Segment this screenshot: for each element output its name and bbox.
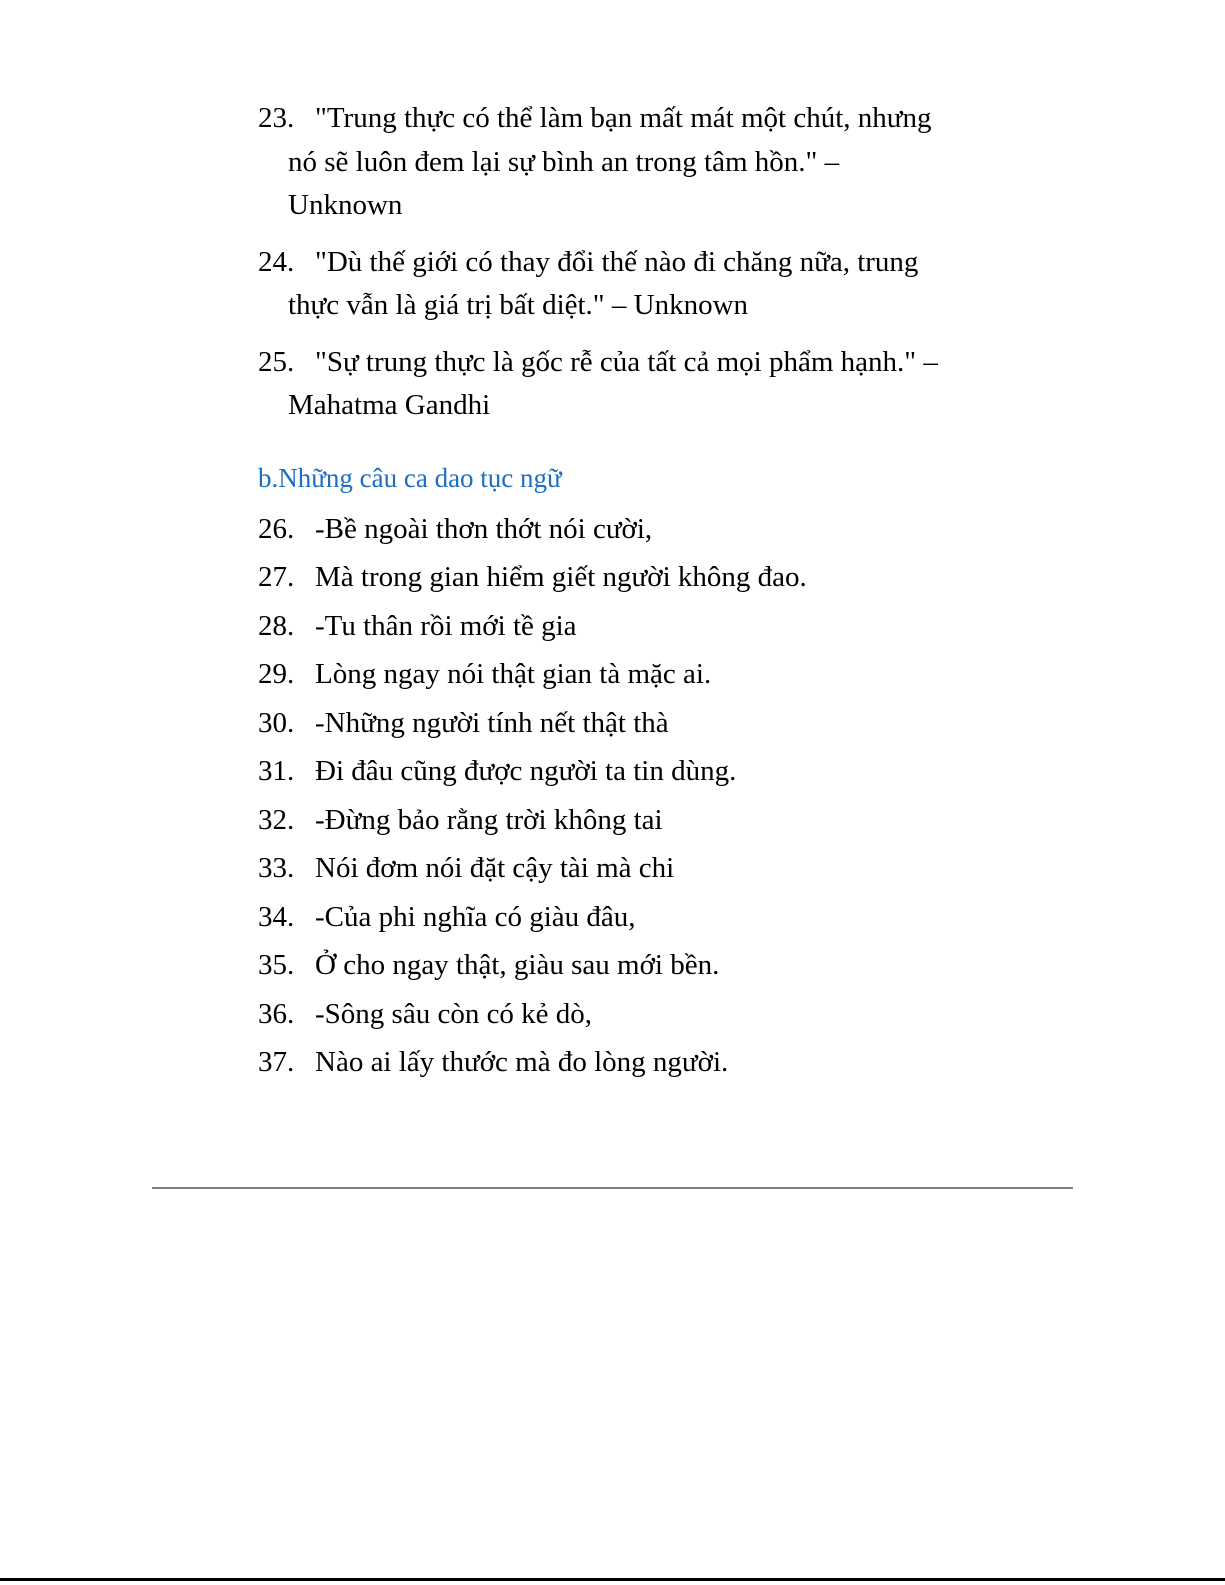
item-number: 32. xyxy=(258,803,295,836)
item-line: -Bề ngoài thơn thớt nói cười, xyxy=(315,512,653,545)
quotes-list xyxy=(258,97,970,428)
list-item xyxy=(258,847,970,891)
list-item xyxy=(258,799,970,843)
item-number: 25. xyxy=(258,345,295,378)
item-number: 24. xyxy=(258,245,295,278)
list-item xyxy=(258,556,970,600)
item-line: Nói đơm nói đặt cậy tài mà chi xyxy=(315,852,675,884)
item-number: 37. xyxy=(258,1046,295,1078)
document-content xyxy=(258,97,970,1090)
item-line: -Đừng bảo rằng trời không tai xyxy=(315,803,663,836)
item-number: 34. xyxy=(258,900,295,933)
list-item xyxy=(258,97,970,228)
item-line: nó sẽ luôn đem lại sự bình an trong tâm hồn." – xyxy=(288,145,840,178)
item-line: -Của phi nghĩa có giàu đâu, xyxy=(315,900,636,933)
item-number: 28. xyxy=(258,609,295,642)
list-item xyxy=(258,896,970,940)
item-line: Mà trong gian hiểm giết người không đao. xyxy=(315,561,807,593)
item-line: -Sông sâu còn có kẻ dò, xyxy=(315,997,593,1030)
item-line: Nào ai lấy thước mà đo lòng người. xyxy=(315,1046,729,1078)
item-line: thực vẫn là giá trị bất diệt." – Unknown xyxy=(288,289,749,321)
item-line: Lòng ngay nói thật gian tà mặc ai. xyxy=(315,658,712,690)
list-item xyxy=(258,653,970,697)
item-line: "Sự trung thực là gốc rễ của tất cả mọi phẩm hạnh." – xyxy=(315,345,938,378)
item-line: -Những người tính nết thật thà xyxy=(315,706,669,739)
item-line: "Dù thế giới có thay đổi thế nào đi chăng nữa, trung xyxy=(315,245,919,278)
list-item xyxy=(258,993,970,1037)
item-number: 36. xyxy=(258,997,295,1030)
list-item xyxy=(258,1041,970,1085)
list-item xyxy=(258,341,970,428)
item-line: Mahatma Gandhi xyxy=(288,389,491,421)
item-number: 30. xyxy=(258,706,295,739)
item-line: Ở cho ngay thật, giàu sau mới bền. xyxy=(315,949,720,981)
item-number: 29. xyxy=(258,658,295,690)
horizontal-rule xyxy=(152,1187,1073,1189)
item-number: 35. xyxy=(258,949,295,981)
item-line: Unknown xyxy=(288,189,403,221)
item-line: Đi đâu cũng được người ta tin dùng. xyxy=(315,755,737,787)
item-number: 27. xyxy=(258,561,295,593)
item-number: 33. xyxy=(258,852,295,884)
item-line: -Tu thân rồi mới tề gia xyxy=(315,609,577,642)
list-item xyxy=(258,605,970,649)
item-number: 31. xyxy=(258,755,295,787)
list-item xyxy=(258,508,970,552)
list-item xyxy=(258,750,970,794)
list-item xyxy=(258,241,970,328)
item-number: 26. xyxy=(258,512,295,545)
item-line: "Trung thực có thể làm bạn mất mát một chút, nhưng xyxy=(315,102,932,134)
list-item xyxy=(258,944,970,988)
list-item xyxy=(258,702,970,746)
proverbs-list xyxy=(258,508,970,1085)
page-bottom-edge xyxy=(0,1578,1225,1581)
item-number: 23. xyxy=(258,102,295,134)
section-heading: b.Những câu ca dao tục ngữ xyxy=(258,462,562,493)
